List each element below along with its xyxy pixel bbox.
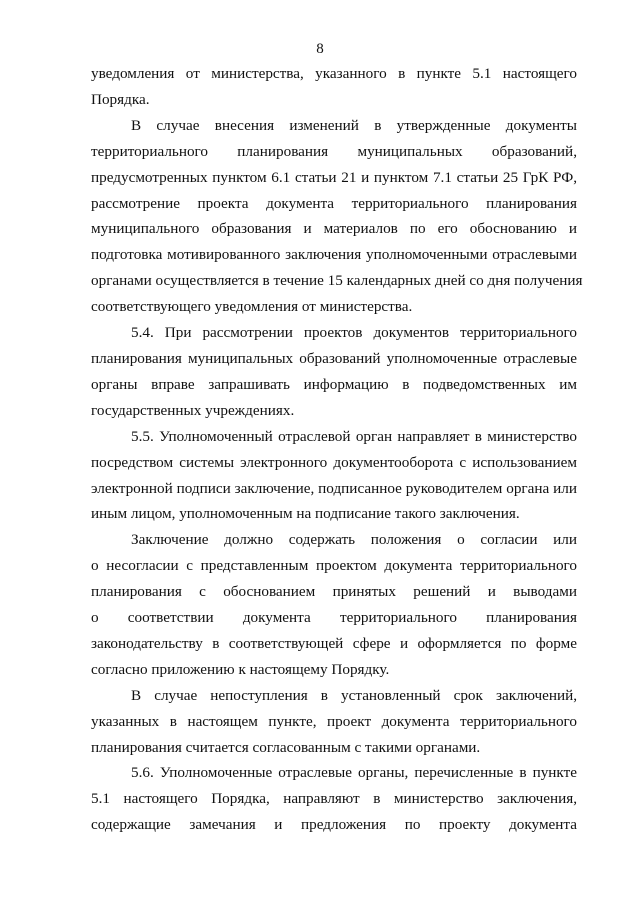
text-line: территориального планирования муниципальных образований,	[91, 142, 577, 160]
text-line: рассмотрение проекта документа территориального планирования	[91, 194, 577, 212]
document-body	[91, 61, 583, 838]
text-line: указанных в настоящем пункте, проект документа территориального	[91, 712, 577, 730]
text-line: уведомления от министерства, указанного в пункте 5.1 настоящего	[91, 65, 577, 82]
text-line: о соответствии документа территориального планирования	[91, 609, 577, 627]
text-line: Порядка.	[91, 90, 150, 108]
text-line: муниципального образования и материалов по его обоснованию и	[91, 220, 577, 238]
text-line: органами осуществляется в течение 15 календарных дней со дня получения	[91, 272, 583, 290]
text-line: В случае внесения изменений в утвержденные документы	[131, 116, 577, 134]
text-line: планирования муниципальных образований уполномоченные отраслевые	[91, 349, 577, 367]
text-line: содержащие замечания и предложения по проекту документа	[91, 816, 577, 834]
text-line: о несогласии с представленным проектом документа территориального	[91, 557, 577, 575]
text-line: согласно приложению к настоящему Порядку.	[91, 660, 390, 678]
text-line: соответствующего уведомления от министерства.	[91, 298, 413, 316]
text-line: 5.1 настоящего Порядка, направляют в министерство заключения,	[91, 790, 577, 808]
text-line: предусмотренных пунктом 6.1 статьи 21 и пунктом 7.1 статьи 25 ГрК РФ,	[91, 168, 577, 186]
text-line: посредством системы электронного документооборота с использованием	[91, 453, 577, 471]
text-line: подготовка мотивированного заключения уполномоченными отраслевыми	[91, 246, 577, 264]
text-line: планирования с обоснованием принятых решений и выводами	[91, 583, 577, 601]
text-line: электронной подписи заключение, подписанное руководителем органа или	[91, 479, 577, 497]
text-line: 5.6. Уполномоченные отраслевые органы, перечисленные в пункте	[131, 764, 577, 782]
text-line: иным лицом, уполномоченным на подписание такого заключения.	[91, 505, 520, 523]
text-line: законодательству в соответствующей сфере и оформляется по форме	[91, 634, 577, 652]
text-line: государственных учреждениях.	[91, 401, 295, 419]
text-line: В случае непоступления в установленный срок заключений,	[131, 686, 577, 704]
text-line: 5.4. При рассмотрении проектов документов территориального	[131, 324, 577, 342]
text-line: органы вправе запрашивать информацию в подведомственных им	[91, 375, 577, 393]
text-line: планирования считается согласованным с такими органами.	[91, 738, 481, 756]
page-number: 8	[316, 41, 324, 57]
text-line: Заключение должно содержать положения о согласии или	[131, 531, 577, 549]
text-line: 5.5. Уполномоченный отраслевой орган направляет в министерство	[131, 427, 577, 445]
